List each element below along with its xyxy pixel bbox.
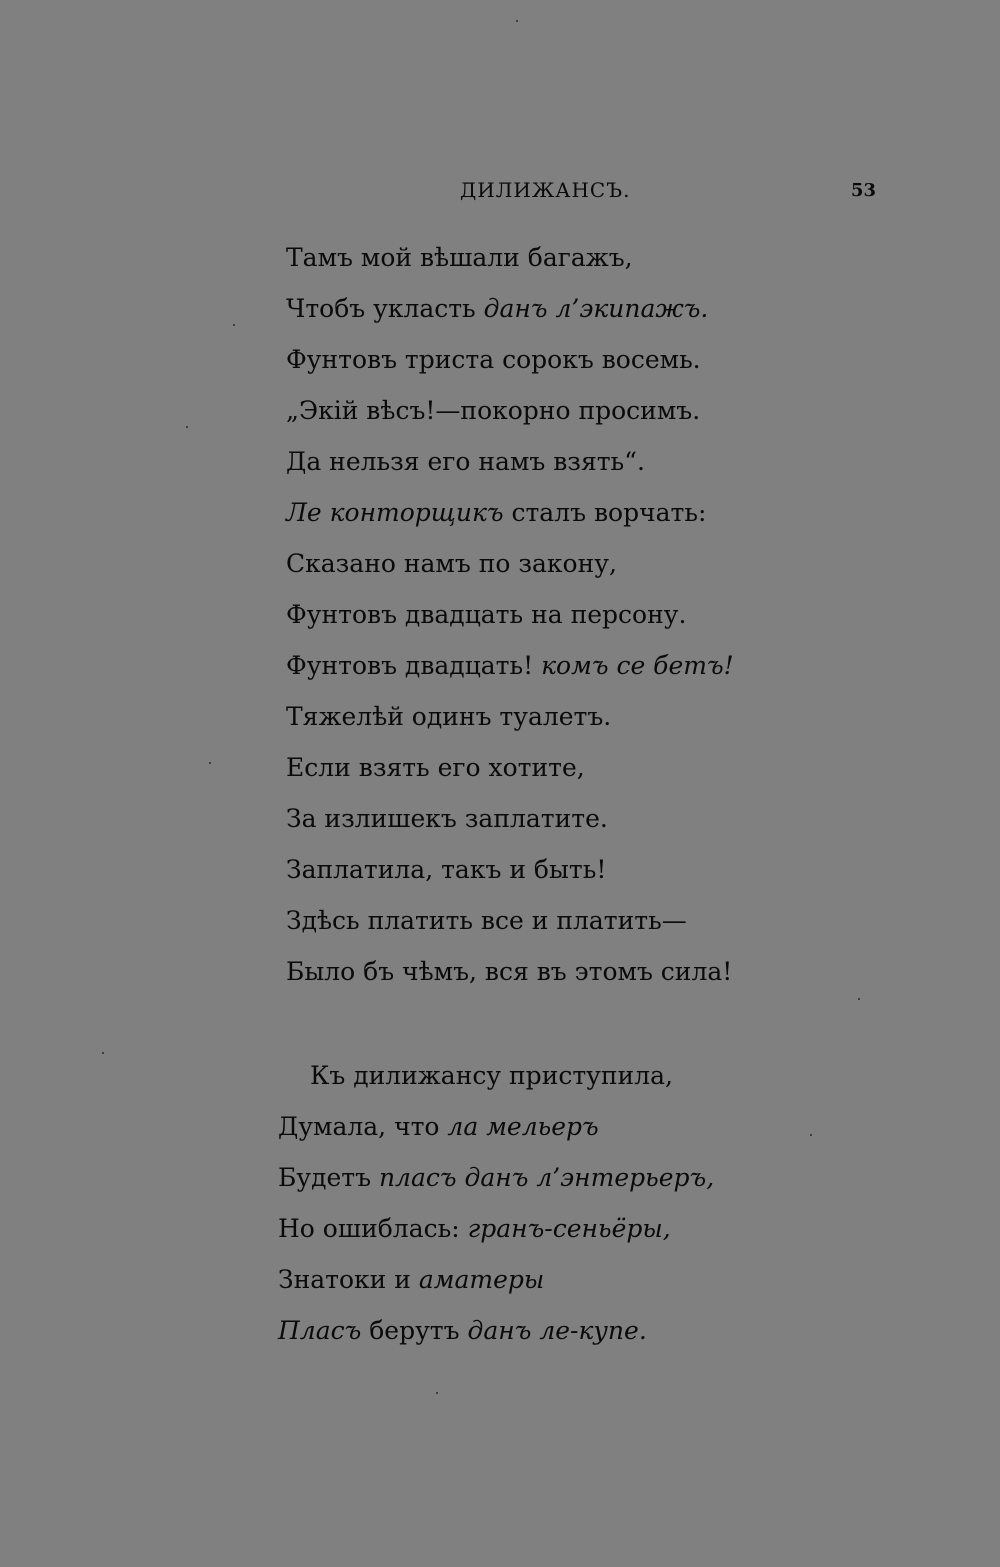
verse-segment: За излишекъ заплатите. (286, 804, 608, 833)
verse-segment: Будетъ (278, 1163, 379, 1192)
verse-segment: „Экій вѣсъ!—покорно просимъ. (286, 396, 701, 425)
verse-line (286, 440, 734, 491)
verse-line (278, 1156, 714, 1207)
verse-segment-italic: ла мельеръ (447, 1112, 599, 1141)
verse-segment: Сказано намъ по закону, (286, 549, 617, 578)
page-number: 53 (851, 180, 877, 201)
verse-segment: Къ дилижансу приступила, (310, 1061, 673, 1090)
verse-segment: Здѣсь платить все и платить— (286, 906, 687, 935)
verse-line (278, 1207, 714, 1258)
verse-line (286, 797, 734, 848)
verse-line (286, 746, 734, 797)
paper-speck (186, 426, 188, 428)
stanza-2 (278, 1054, 714, 1360)
paper-speck (810, 1134, 812, 1136)
verse-segment-italic: аматеры (418, 1265, 545, 1294)
verse-segment: Фунтовъ триста сорокъ восемь. (286, 345, 701, 374)
paper-speck (436, 1392, 438, 1394)
paper-speck (209, 762, 211, 764)
verse-line (286, 338, 734, 389)
stanza-1 (286, 236, 734, 1001)
verse-line (278, 1309, 714, 1360)
verse-segment-italic: Ле конторщикъ (286, 498, 504, 527)
verse-line (278, 1258, 714, 1309)
verse-segment: Чтобъ укласть (286, 294, 484, 323)
verse-line (286, 491, 734, 542)
verse-line (286, 542, 734, 593)
verse-segment: Заплатила, такъ и быть! (286, 855, 607, 884)
verse-line (278, 1054, 714, 1105)
verse-segment-italic: комъ се бетъ! (541, 651, 734, 680)
verse-line (286, 899, 734, 950)
verse-line (286, 644, 734, 695)
verse-segment: Фунтовъ двадцать на персону. (286, 600, 687, 629)
verse-segment-italic: данъ л’экипажъ. (483, 294, 709, 323)
verse-segment-italic: Пласъ (278, 1316, 362, 1345)
paper-speck (233, 324, 235, 326)
verse-segment: берутъ (361, 1316, 468, 1345)
paper-speck (102, 1052, 104, 1054)
verse-segment-italic: пласъ данъ л’энтерьеръ, (378, 1163, 715, 1192)
verse-segment: Но ошиблась: (278, 1214, 468, 1243)
verse-segment: Знатоки и (278, 1265, 419, 1294)
verse-line (286, 848, 734, 899)
verse-segment-italic: гранъ-сеньёры, (467, 1214, 671, 1243)
verse-segment: Тамъ мой вѣшали багажъ, (286, 243, 633, 272)
verse-line (286, 287, 734, 338)
verse-segment: Если взять его хотите, (286, 753, 585, 782)
verse-segment: сталъ ворчать: (503, 498, 707, 527)
paper-speck (516, 20, 518, 22)
verse-line (286, 593, 734, 644)
verse-line (286, 389, 734, 440)
verse-segment: Было бъ чѣмъ, вся въ этомъ сила! (286, 957, 733, 986)
running-title: ДИЛИЖАНСЪ. (460, 178, 631, 202)
verse-line (286, 950, 734, 1001)
verse-line (286, 236, 734, 287)
verse-segment: Думала, что (278, 1112, 448, 1141)
verse-segment: Тяжелѣй одинъ туалетъ. (286, 702, 612, 731)
verse-segment-italic: данъ ле-купе. (467, 1316, 647, 1345)
verse-line (286, 695, 734, 746)
verse-segment: Да нельзя его намъ взять“. (286, 447, 645, 476)
verse-line (278, 1105, 714, 1156)
verse-segment: Фунтовъ двадцать! (286, 651, 542, 680)
paper-speck (858, 998, 860, 1000)
